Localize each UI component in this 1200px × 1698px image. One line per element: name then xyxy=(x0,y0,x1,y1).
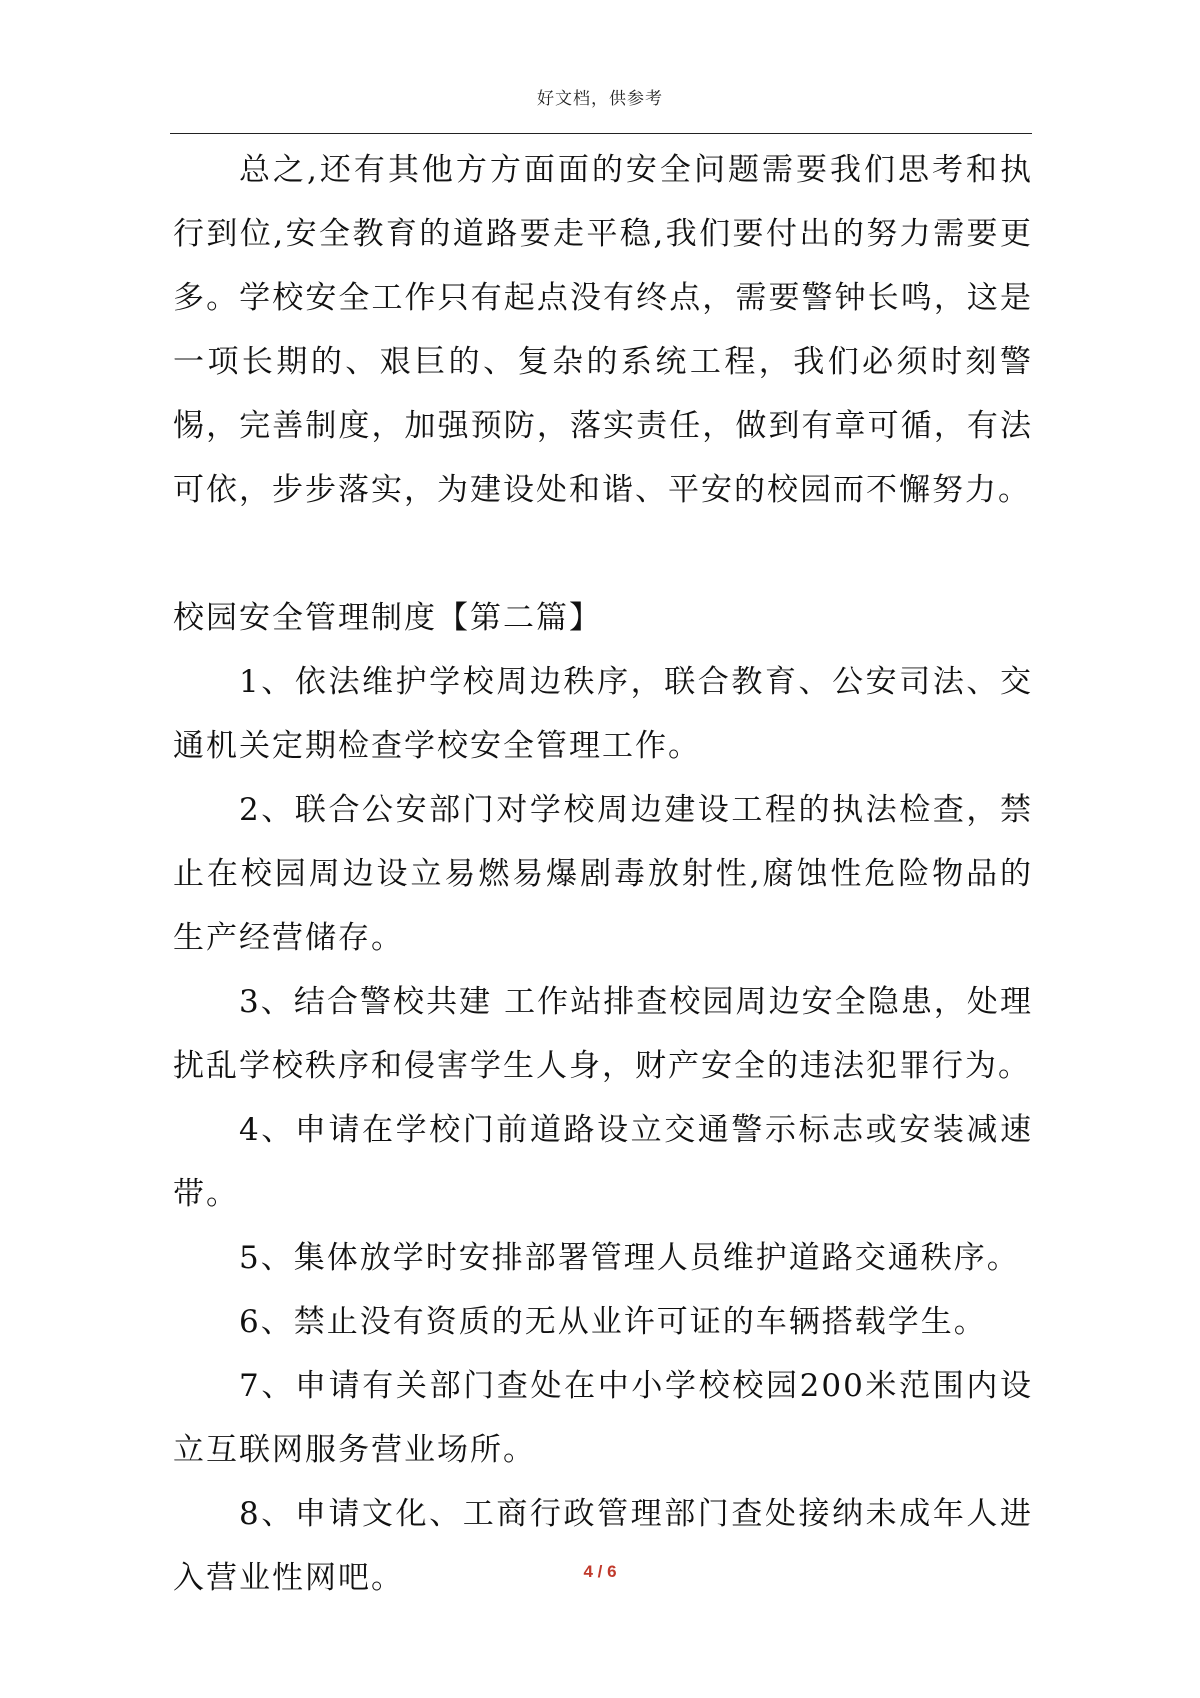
paragraph-conclusion: 总之,还有其他方方面面的安全问题需要我们思考和执行到位,安全教育的道路要走平稳,我们要付出的努力需要更多。学校安全工作只有起点没有终点，需要警钟长鸣，这是一项长期的、艰巨的、复杂的系统工程，我们必须时刻警惕，完善制度，加强预防，落实责任，做到有章可循，有法可依，步步落实，为建设处和谐、平安的校园而不懈努力。 xyxy=(173,152,1033,508)
list-item-4: 4、申请在学校门前道路设立交通警示标志或安装减速带。 xyxy=(173,1112,1033,1212)
list-item-6: 6、禁止没有资质的无从业许可证的车辆搭载学生。 xyxy=(239,1304,987,1340)
section-title: 校园安全管理制度【第二篇】 xyxy=(173,600,602,636)
list-item-3: 3、结合警校共建 工作站排查校园周边安全隐患，处理扰乱学校秩序和侵害学生人身，财产安全的违法犯罪行为。 xyxy=(173,984,1033,1084)
list-item-1: 1、依法维护学校周边秩序，联合教育、公安司法、交通机关定期检查学校安全管理工作。 xyxy=(173,664,1033,764)
header-divider xyxy=(170,133,1032,134)
page-number: 4 / 6 xyxy=(583,1562,617,1581)
list-item-8: 8、申请文化、工商行政管理部门查处接纳未成年人进入营业性网吧。 xyxy=(173,1496,1033,1596)
list-item-2: 2、联合公安部门对学校周边建设工程的执法检查，禁止在校园周边设立易燃易爆剧毒放射性,腐蚀性危险物品的生产经营储存。 xyxy=(173,792,1033,956)
page-header: 好文档，供参考 xyxy=(537,89,663,109)
list-item-7: 7、申请有关部门查处在中小学校校园200米范围内设立互联网服务营业场所。 xyxy=(173,1368,1033,1468)
document-body xyxy=(173,138,1033,1610)
list-item-5: 5、集体放学时安排部署管理人员维护道路交通秩序。 xyxy=(239,1240,1020,1276)
